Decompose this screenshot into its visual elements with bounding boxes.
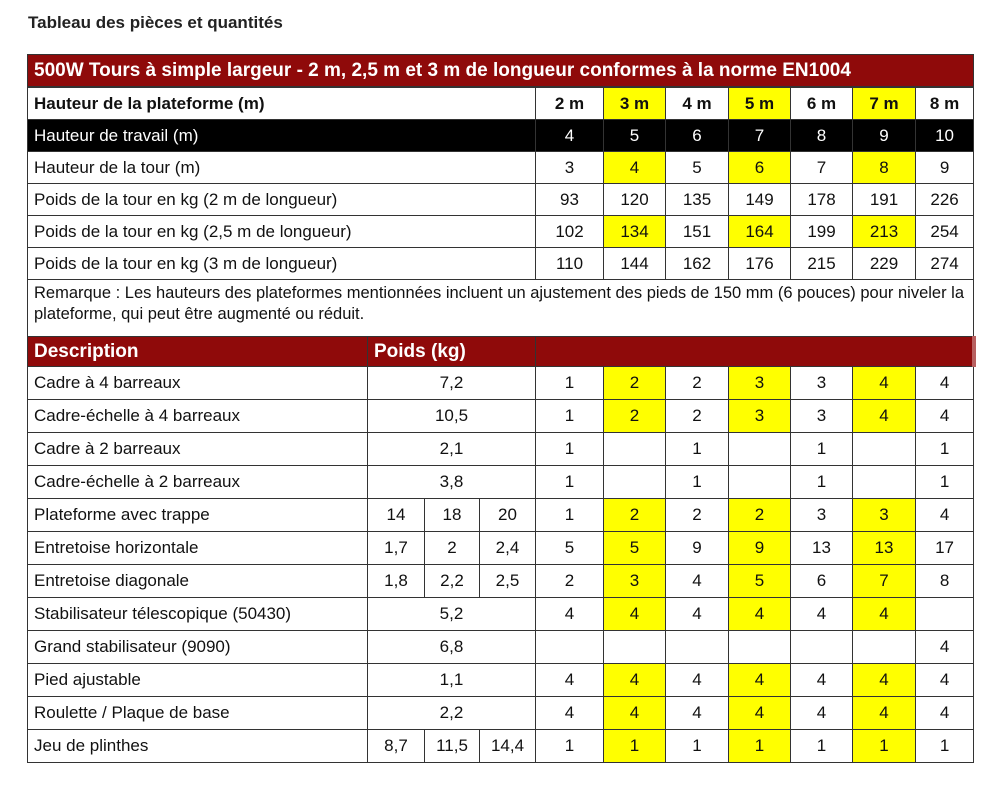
spec-value: 10 (916, 120, 974, 152)
spec-value: 134 (604, 216, 666, 248)
part-quantity (604, 466, 666, 499)
part-quantity: 1 (536, 367, 604, 400)
part-quantity: 3 (853, 499, 916, 532)
spec-value: 8 (853, 152, 916, 184)
part-quantity (853, 433, 916, 466)
spec-value: 229 (853, 248, 916, 280)
spec-row (28, 216, 974, 248)
spec-label: Poids de la tour en kg (2 m de longueur) (28, 184, 536, 216)
part-quantity: 1 (916, 433, 974, 466)
part-quantity: 1 (791, 730, 853, 763)
spec-value: 135 (666, 184, 729, 216)
part-row (28, 532, 974, 565)
part-quantity: 3 (729, 367, 791, 400)
spec-value: 6 (666, 120, 729, 152)
part-quantity: 2 (666, 367, 729, 400)
part-weight: 8,7 (368, 730, 425, 763)
spec-label: Poids de la tour en kg (3 m de longueur) (28, 248, 536, 280)
spec-label: Poids de la tour en kg (2,5 m de longueur) (28, 216, 536, 248)
spec-value: 9 (916, 152, 974, 184)
part-quantity: 1 (791, 433, 853, 466)
part-weight: 1,7 (368, 532, 425, 565)
part-quantity: 9 (729, 532, 791, 565)
part-description: Stabilisateur télescopique (50430) (28, 598, 368, 631)
spec-value: 164 (729, 216, 791, 248)
part-quantity: 1 (853, 730, 916, 763)
part-weight: 7,2 (368, 367, 536, 400)
spec-value: 9 (853, 120, 916, 152)
part-quantity: 13 (853, 532, 916, 565)
part-row (28, 730, 974, 763)
part-weight: 10,5 (368, 400, 536, 433)
part-quantity: 1 (604, 730, 666, 763)
part-quantity: 4 (791, 598, 853, 631)
part-quantity: 1 (666, 433, 729, 466)
part-description: Cadre à 4 barreaux (28, 367, 368, 400)
part-quantity: 1 (536, 466, 604, 499)
part-row (28, 565, 974, 598)
quantity-header (536, 337, 974, 367)
part-quantity: 5 (729, 565, 791, 598)
spec-value: 254 (916, 216, 974, 248)
spec-value: 102 (536, 216, 604, 248)
part-quantity: 1 (536, 400, 604, 433)
part-weight: 14,4 (480, 730, 536, 763)
part-quantity: 9 (666, 532, 729, 565)
spec-value: 5 (666, 152, 729, 184)
part-weight: 2,2 (368, 697, 536, 730)
spec-value: 215 (791, 248, 853, 280)
part-quantity: 1 (536, 433, 604, 466)
banner-row (28, 55, 974, 88)
part-quantity: 2 (604, 400, 666, 433)
part-quantity (916, 598, 974, 631)
part-weight: 3,8 (368, 466, 536, 499)
platform-height-cell: 3 m (604, 87, 666, 120)
banner-title: 500W Tours à simple largeur - 2 m, 2,5 m et 3 m de longueur conformes à la norme EN1004 (28, 55, 974, 88)
part-quantity (729, 433, 791, 466)
part-quantity: 2 (666, 400, 729, 433)
part-quantity: 4 (729, 697, 791, 730)
part-quantity: 2 (604, 367, 666, 400)
part-quantity: 4 (729, 598, 791, 631)
part-quantity: 4 (916, 367, 974, 400)
part-quantity (536, 631, 604, 664)
part-weight: 11,5 (425, 730, 480, 763)
spec-value: 178 (791, 184, 853, 216)
part-description: Jeu de plinthes (28, 730, 368, 763)
platform-height-cell: 5 m (729, 87, 791, 120)
part-quantity: 1 (916, 730, 974, 763)
part-quantity: 4 (666, 664, 729, 697)
parts-quantity-table (27, 54, 976, 763)
part-quantity: 4 (536, 697, 604, 730)
part-weight: 20 (480, 499, 536, 532)
part-quantity: 4 (666, 598, 729, 631)
spec-value: 162 (666, 248, 729, 280)
part-weight: 2,5 (480, 565, 536, 598)
part-weight: 1,1 (368, 664, 536, 697)
page-title: Tableau des pièces et quantités (28, 13, 283, 32)
part-weight: 2,4 (480, 532, 536, 565)
parts-header-row (28, 337, 974, 367)
platform-height-cell: 4 m (666, 87, 729, 120)
part-weight: 5,2 (368, 598, 536, 631)
part-quantity (729, 631, 791, 664)
part-weight: 18 (425, 499, 480, 532)
part-quantity: 4 (729, 664, 791, 697)
part-quantity: 8 (916, 565, 974, 598)
part-quantity: 1 (729, 730, 791, 763)
note-text: Remarque : Les hauteurs des plateformes mentionnées incluent un ajustement des pieds de 150 mm (6 pouces) pour niveler la plateforme, qui peut être augmenté ou réduit. (28, 280, 974, 337)
part-quantity: 4 (604, 664, 666, 697)
part-quantity: 4 (604, 598, 666, 631)
part-description: Cadre-échelle à 2 barreaux (28, 466, 368, 499)
spec-value: 93 (536, 184, 604, 216)
part-quantity: 4 (853, 664, 916, 697)
part-weight: 6,8 (368, 631, 536, 664)
part-quantity: 4 (853, 400, 916, 433)
spec-value: 213 (853, 216, 916, 248)
part-description: Plateforme avec trappe (28, 499, 368, 532)
table-body (28, 55, 974, 763)
part-quantity: 4 (536, 664, 604, 697)
part-row (28, 664, 974, 697)
part-weight: 2,1 (368, 433, 536, 466)
part-description: Entretoise diagonale (28, 565, 368, 598)
part-quantity: 4 (916, 697, 974, 730)
part-description: Cadre-échelle à 4 barreaux (28, 400, 368, 433)
spec-value: 191 (853, 184, 916, 216)
part-description: Roulette / Plaque de base (28, 697, 368, 730)
part-quantity: 2 (604, 499, 666, 532)
part-quantity: 6 (791, 565, 853, 598)
part-weight: 2,2 (425, 565, 480, 598)
spec-value: 149 (729, 184, 791, 216)
part-description: Pied ajustable (28, 664, 368, 697)
part-row (28, 367, 974, 400)
part-weight: 2 (425, 532, 480, 565)
part-quantity: 4 (916, 499, 974, 532)
platform-height-label: Hauteur de la plateforme (m) (28, 87, 536, 120)
part-row (28, 631, 974, 664)
spec-value: 144 (604, 248, 666, 280)
part-quantity: 4 (791, 697, 853, 730)
spec-value: 4 (604, 152, 666, 184)
part-quantity: 4 (791, 664, 853, 697)
part-description: Entretoise horizontale (28, 532, 368, 565)
part-quantity: 3 (791, 499, 853, 532)
spec-value: 6 (729, 152, 791, 184)
part-description: Cadre à 2 barreaux (28, 433, 368, 466)
part-quantity (604, 433, 666, 466)
part-quantity: 7 (853, 565, 916, 598)
part-quantity: 1 (791, 466, 853, 499)
part-quantity: 1 (536, 499, 604, 532)
part-quantity (604, 631, 666, 664)
part-quantity: 4 (916, 631, 974, 664)
spec-row (28, 152, 974, 184)
part-row (28, 400, 974, 433)
spec-value: 151 (666, 216, 729, 248)
spec-value: 8 (791, 120, 853, 152)
platform-height-cell: 8 m (916, 87, 974, 120)
part-quantity: 1 (916, 466, 974, 499)
part-quantity: 4 (666, 697, 729, 730)
working-height-row (28, 120, 974, 152)
part-row (28, 697, 974, 730)
part-quantity: 2 (729, 499, 791, 532)
part-quantity (853, 631, 916, 664)
part-quantity: 4 (536, 598, 604, 631)
part-quantity: 4 (604, 697, 666, 730)
part-quantity: 3 (604, 565, 666, 598)
part-quantity: 3 (791, 367, 853, 400)
part-quantity: 2 (666, 499, 729, 532)
platform-height-header-row (28, 87, 974, 120)
part-quantity: 1 (536, 730, 604, 763)
part-quantity: 4 (853, 598, 916, 631)
part-row (28, 433, 974, 466)
spec-row (28, 184, 974, 216)
part-row (28, 466, 974, 499)
spec-row (28, 248, 974, 280)
part-quantity (791, 631, 853, 664)
spec-value: 274 (916, 248, 974, 280)
part-quantity: 4 (666, 565, 729, 598)
spec-value: 7 (729, 120, 791, 152)
platform-height-cell: 6 m (791, 87, 853, 120)
spec-value: 7 (791, 152, 853, 184)
part-quantity: 5 (536, 532, 604, 565)
part-quantity (666, 631, 729, 664)
part-row (28, 598, 974, 631)
part-quantity: 3 (729, 400, 791, 433)
part-quantity (853, 466, 916, 499)
part-quantity: 4 (916, 400, 974, 433)
part-quantity: 5 (604, 532, 666, 565)
weight-header: Poids (kg) (368, 337, 536, 367)
spec-value: 5 (604, 120, 666, 152)
part-quantity: 4 (853, 697, 916, 730)
spec-value: 226 (916, 184, 974, 216)
description-header: Description (28, 337, 368, 367)
spec-value: 110 (536, 248, 604, 280)
part-quantity: 4 (916, 664, 974, 697)
spec-label: Hauteur de la tour (m) (28, 152, 536, 184)
part-quantity: 2 (536, 565, 604, 598)
part-quantity: 3 (791, 400, 853, 433)
platform-height-cell: 7 m (853, 87, 916, 120)
part-description: Grand stabilisateur (9090) (28, 631, 368, 664)
spec-value: 199 (791, 216, 853, 248)
part-quantity: 1 (666, 730, 729, 763)
note-row (28, 280, 974, 337)
part-row (28, 499, 974, 532)
part-quantity: 1 (666, 466, 729, 499)
part-quantity: 17 (916, 532, 974, 565)
spec-value: 3 (536, 152, 604, 184)
part-quantity: 13 (791, 532, 853, 565)
spec-value: 4 (536, 120, 604, 152)
spec-label: Hauteur de travail (m) (28, 120, 536, 152)
part-quantity: 4 (853, 367, 916, 400)
part-quantity (729, 466, 791, 499)
part-weight: 14 (368, 499, 425, 532)
part-weight: 1,8 (368, 565, 425, 598)
platform-height-cell: 2 m (536, 87, 604, 120)
spec-value: 176 (729, 248, 791, 280)
spec-value: 120 (604, 184, 666, 216)
